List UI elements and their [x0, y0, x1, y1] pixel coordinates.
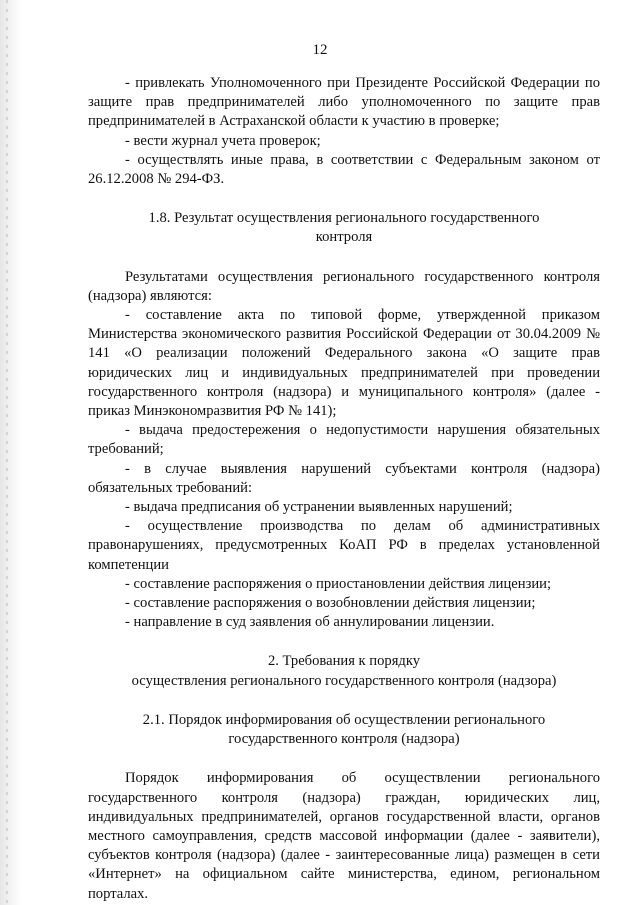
page-number: 12: [312, 42, 328, 58]
list-item: - составление акта по типовой форме, утвержденной приказом Министерства экономического развития Российской Федерации от 30.04.2009 № 141 «О реализации положений Федерального закона «О защите прав юридических лиц и индивидуальных предпринимателей при проведении государственного контроля (надзора) и муниципального контроля» (далее - приказ Минэкономразвития РФ № 141);: [88, 307, 600, 420]
section-heading-2-1: 2.1. Порядок информирования об осуществлении регионального государственного контроля (надзора): [142, 711, 546, 748]
list-item: - выдача предостережения о недопустимости нарушения обязательных требований;: [88, 422, 600, 458]
scan-edge-shadow: [0, 0, 22, 905]
section-heading-2-line1: 2. Требования к порядку: [267, 653, 421, 670]
section-1-8-intro: Результатами осуществления регионального государственного контроля (надзора) являются:: [88, 268, 600, 304]
list-item: - осуществление производства по делам об административных правонарушениях, предусмотренных КоАП РФ в пределах установленной компетенции: [88, 518, 600, 573]
section-heading-1-8: 1.8. Результат осуществления регионального государственного контроля: [148, 210, 540, 246]
paragraph-invite-ombudsman: - привлекать Уполномоченного при Президенте Российской Федерации по защите прав предпринимателей либо уполномоченного по защите прав предпринимателей в Астраханской области к участию в проверке;: [88, 75, 600, 130]
document-body: [88, 74, 600, 904]
section-2-1-paragraph: Порядок информирования об осуществлении регионального государственного контроля (надзора) граждан, юридических лиц, индивидуальных предпринимателей, органов государственной власти, органов местного самоуправления, средств массовой информации (далее - заявители), субъектов контроля (надзора) (далее - заинтересованные лица) размещен в сети «Интернет» на официальном сайте министерства, едином, региональном порталах.: [88, 770, 600, 902]
paragraph-other-rights: - осуществлять иные права, в соответствии с Федеральным законом от 26.12.2008 № 294-ФЗ.: [88, 151, 600, 188]
list-item: - в случае выявления нарушений субъектами контроля (надзора) обязательных требований:: [88, 460, 600, 496]
list-item: - составление распоряжения о возобновлении действия лицензии;: [125, 595, 536, 612]
paragraph-inspection-log: - вести журнал учета проверок;: [125, 132, 321, 149]
list-item: - составление распоряжения о приостановлении действия лицензии;: [125, 575, 552, 592]
section-heading-2-line2: осуществления регионального государственного контроля (надзора): [131, 672, 557, 689]
list-item: - выдача предписания об устранении выявленных нарушений;: [125, 499, 513, 516]
list-item: - направление в суд заявления об аннулировании лицензии.: [125, 614, 495, 631]
